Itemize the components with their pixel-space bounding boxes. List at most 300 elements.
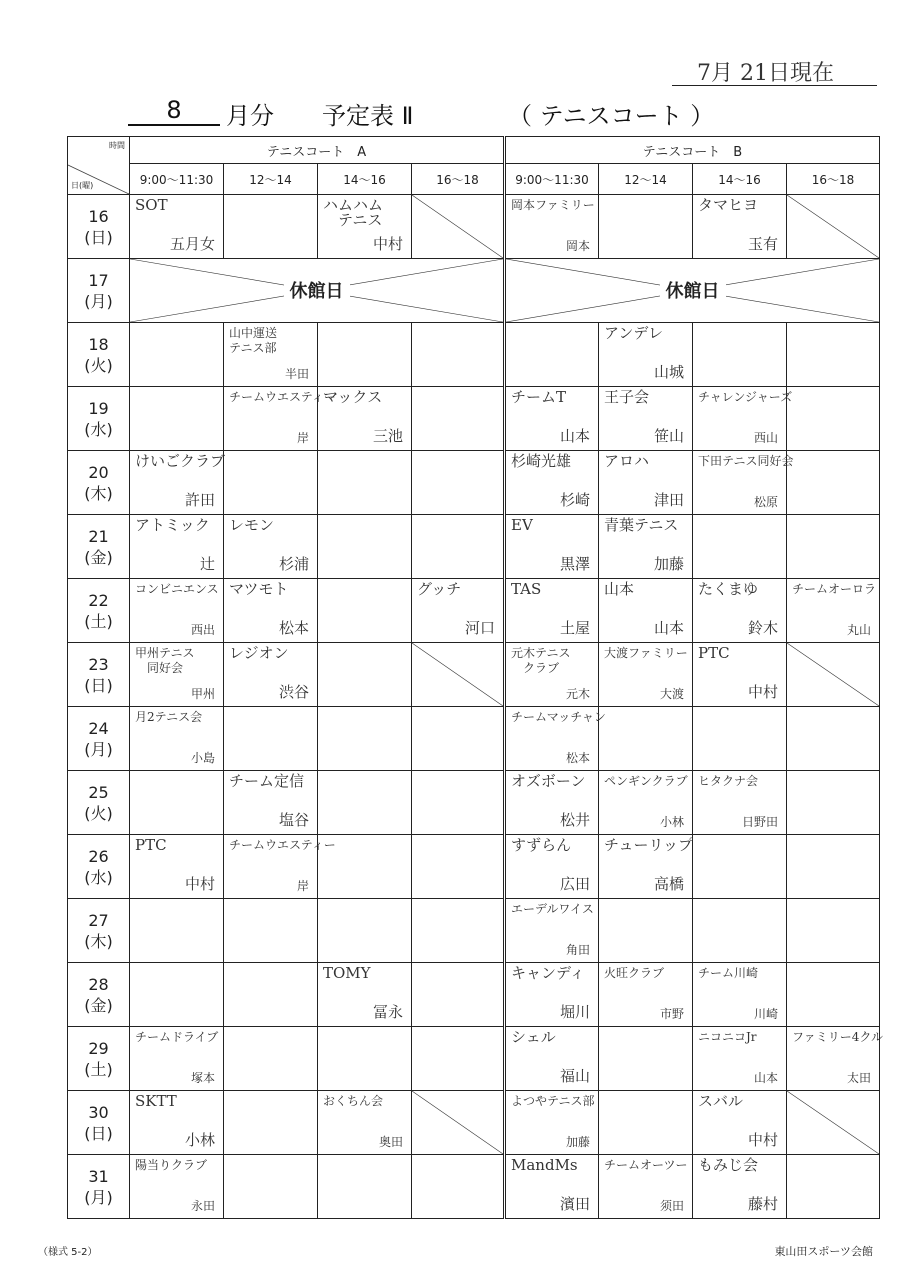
representative-name: 角田	[565, 943, 590, 957]
booking-slot	[412, 1155, 505, 1219]
booking-slot	[130, 963, 224, 1027]
booking-slot	[599, 1155, 693, 1219]
team-name: 青葉テニス	[604, 516, 679, 534]
representative-name: 元木	[565, 687, 590, 701]
representative-name: 山本	[653, 619, 684, 637]
closed-day-court-b	[505, 259, 880, 323]
team-name: 火旺クラブ	[604, 966, 665, 980]
day-number: 20	[88, 462, 109, 482]
booking-slot	[599, 1027, 693, 1091]
booking-slot	[693, 1091, 787, 1155]
day-cell	[68, 963, 130, 1027]
team-name: けいごクラブ	[135, 452, 226, 470]
team-name: キャンディ	[511, 964, 585, 982]
day-number: 26	[88, 846, 109, 866]
booking-slot	[599, 707, 693, 771]
representative-name: 山本	[753, 1071, 778, 1085]
booking-slot	[318, 451, 412, 515]
booking-slot	[505, 387, 599, 451]
booking-slot	[412, 1027, 505, 1091]
representative-name: 岸	[296, 879, 309, 893]
booking-slot	[224, 387, 336, 451]
as-of-date-stamp: 7月 21日現在	[697, 56, 872, 86]
booking-slot	[787, 451, 880, 515]
schedule-row	[68, 1155, 880, 1219]
representative-name: 山城	[653, 363, 684, 381]
representative-name: 甲州	[190, 687, 215, 701]
schedule-row	[68, 323, 880, 387]
unavailable-slot	[787, 643, 880, 707]
day-cell	[68, 707, 130, 771]
booking-slot	[693, 451, 794, 515]
booking-slot	[130, 899, 224, 963]
booking-slot	[412, 771, 505, 835]
booking-slot	[693, 579, 787, 643]
booking-slot	[693, 323, 787, 387]
booking-slot	[318, 579, 412, 643]
team-name: チームオーロラ	[792, 582, 877, 596]
team-name: レジオン	[229, 644, 289, 662]
team-name: ハムハム テニス	[323, 196, 384, 229]
representative-name: 岡本	[565, 239, 590, 253]
booking-slot	[130, 771, 224, 835]
team-name: よつやテニス部	[511, 1094, 595, 1108]
representative-name: 松本	[278, 619, 309, 637]
corner-day-label: 日(曜)	[71, 181, 94, 190]
team-name: アンデレ	[604, 324, 664, 342]
booking-slot	[318, 643, 412, 707]
day-cell	[68, 643, 130, 707]
time-slot-header: 14～16	[693, 164, 787, 195]
booking-slot	[318, 195, 412, 259]
day-of-week: (金)	[84, 547, 113, 567]
team-name: SOT	[135, 196, 168, 214]
booking-slot	[318, 1155, 412, 1219]
booking-slot	[224, 771, 318, 835]
booking-slot	[318, 899, 412, 963]
representative-name: 山本	[559, 427, 590, 445]
booking-slot	[318, 1091, 412, 1155]
booking-slot	[224, 195, 318, 259]
booking-slot	[130, 835, 224, 899]
schedule-row	[68, 835, 880, 899]
day-number: 24	[88, 718, 109, 738]
day-number: 16	[88, 206, 109, 226]
booking-slot	[130, 707, 224, 771]
team-name: MandMs	[511, 1156, 578, 1174]
team-name: TOMY	[323, 964, 371, 982]
day-cell	[68, 195, 130, 259]
booking-slot	[693, 1155, 787, 1219]
booking-slot	[130, 579, 224, 643]
team-name: すずらん	[511, 836, 572, 854]
day-number: 30	[88, 1102, 109, 1122]
day-cell	[68, 1155, 130, 1219]
representative-name: 玉有	[747, 235, 778, 253]
booking-slot	[787, 579, 880, 643]
booking-slot	[505, 899, 599, 963]
team-name: タマヒヨ	[698, 196, 759, 214]
day-number: 17	[88, 270, 109, 290]
schedule-row	[68, 387, 880, 451]
day-of-week: (日)	[84, 1123, 113, 1143]
booking-slot	[787, 1155, 880, 1219]
booking-slot	[693, 643, 787, 707]
booking-slot	[318, 1027, 412, 1091]
team-name: チームマッチャン	[511, 710, 606, 724]
team-name: SKTT	[135, 1092, 177, 1110]
day-of-week: (水)	[84, 419, 113, 439]
team-name: 下田テニス同好会	[698, 454, 794, 468]
booking-slot	[787, 835, 880, 899]
representative-name: 松原	[753, 495, 778, 509]
booking-slot	[505, 323, 599, 387]
representative-name: 広田	[559, 875, 590, 893]
booking-slot	[693, 707, 787, 771]
unavailable-slot	[787, 1091, 880, 1155]
booking-slot	[412, 451, 505, 515]
booking-slot	[318, 835, 412, 899]
booking-slot	[787, 323, 880, 387]
schedule-row	[68, 643, 880, 707]
representative-name: 须田	[659, 1199, 684, 1213]
representative-name: 許田	[184, 491, 215, 509]
team-name: オズボーン	[511, 772, 586, 790]
day-cell	[68, 579, 130, 643]
booking-slot	[130, 195, 224, 259]
form-number: （様式 5-2）	[38, 1247, 98, 1258]
representative-name: 川崎	[753, 1007, 778, 1021]
booking-slot	[599, 515, 693, 579]
team-name: チューリップ	[604, 836, 693, 854]
team-name: シェル	[511, 1028, 556, 1046]
team-name: グッチ	[417, 580, 462, 598]
team-name: PTC	[698, 644, 730, 662]
booking-slot	[318, 963, 412, 1027]
time-slot-header: 16～18	[787, 164, 880, 195]
schedule-row	[68, 963, 880, 1027]
representative-name: 五月女	[169, 235, 215, 253]
day-of-week: (日)	[84, 227, 113, 247]
day-number: 22	[88, 590, 109, 610]
team-name: TAS	[511, 580, 542, 598]
booking-slot	[130, 643, 224, 707]
schedule-row	[68, 259, 880, 323]
representative-name: 日野田	[741, 815, 778, 829]
time-slot-header: 9:00～11:30	[130, 164, 224, 195]
representative-name: 大渡	[659, 687, 684, 701]
booking-slot	[787, 771, 880, 835]
representative-name: 津田	[653, 491, 684, 509]
team-name: ファミリー4クル	[792, 1030, 884, 1044]
booking-slot	[224, 1027, 318, 1091]
booking-slot	[412, 515, 505, 579]
representative-name: 塩谷	[278, 811, 309, 829]
day-cell	[68, 515, 130, 579]
unavailable-slot	[412, 195, 505, 259]
representative-name: 笹山	[653, 427, 684, 445]
representative-name: 藤村	[747, 1195, 778, 1213]
time-slot-header: 12～14	[224, 164, 318, 195]
day-cell	[68, 1091, 130, 1155]
day-of-week: (月)	[84, 739, 113, 759]
team-name: EV	[511, 516, 533, 534]
representative-name: 小林	[659, 815, 684, 829]
booking-slot	[599, 963, 693, 1027]
booking-slot	[224, 963, 318, 1027]
day-number: 21	[88, 526, 109, 546]
booking-slot	[412, 899, 505, 963]
booking-slot	[224, 1091, 318, 1155]
header-court-b: テニスコート B	[505, 137, 880, 164]
day-of-week: (火)	[84, 803, 113, 823]
booking-slot	[412, 963, 505, 1027]
closed-label: 休館日	[284, 281, 350, 302]
team-name: コンビニエンス	[135, 582, 219, 596]
day-of-week: (土)	[84, 1059, 113, 1079]
team-name: チームウエスティー	[229, 390, 336, 404]
booking-slot	[693, 387, 793, 451]
team-name: おくちん会	[323, 1094, 384, 1108]
schedule-row	[68, 195, 880, 259]
booking-slot	[130, 1027, 224, 1091]
booking-slot	[505, 771, 599, 835]
team-name: マックス	[323, 388, 383, 406]
time-slot-header: 12～14	[599, 164, 693, 195]
booking-slot	[318, 323, 412, 387]
booking-slot	[787, 515, 880, 579]
team-name: ペンギンクラブ	[604, 774, 688, 788]
team-name: 杉崎光雄	[511, 452, 572, 470]
representative-name: 塚本	[190, 1071, 215, 1085]
representative-name: 辻	[199, 555, 215, 573]
booking-slot	[318, 515, 412, 579]
representative-name: 太田	[846, 1071, 871, 1085]
day-cell	[68, 387, 130, 451]
booking-slot	[693, 835, 787, 899]
day-of-week: (木)	[84, 931, 113, 951]
closed-label: 休館日	[660, 281, 726, 302]
team-name: たくまゆ	[698, 580, 759, 598]
representative-name: 高橋	[653, 875, 684, 893]
booking-slot	[224, 835, 336, 899]
booking-slot	[130, 1091, 224, 1155]
schedule-row	[68, 579, 880, 643]
representative-name: 中村	[747, 1131, 778, 1149]
booking-slot	[599, 195, 693, 259]
schedule-row	[68, 1027, 880, 1091]
team-name: チーム定信	[229, 772, 305, 790]
booking-slot	[693, 899, 787, 963]
day-number: 28	[88, 974, 109, 994]
team-name: 月2テニス会	[135, 710, 203, 724]
representative-name: 松井	[559, 811, 590, 829]
day-number: 31	[88, 1166, 109, 1186]
representative-name: 市野	[659, 1007, 684, 1021]
representative-name: 小林	[184, 1131, 215, 1149]
team-name: チームドライブ	[135, 1030, 219, 1044]
day-number: 27	[88, 910, 109, 930]
booking-slot	[505, 1027, 599, 1091]
booking-slot	[224, 1155, 318, 1219]
time-slot-header: 14～16	[318, 164, 412, 195]
day-of-week: (土)	[84, 611, 113, 631]
booking-slot	[505, 835, 599, 899]
booking-slot	[224, 707, 318, 771]
booking-slot	[505, 579, 599, 643]
day-number: 25	[88, 782, 109, 802]
schedule-table	[67, 136, 884, 1219]
representative-name: 松本	[565, 751, 590, 765]
booking-slot	[505, 1155, 599, 1219]
day-cell	[68, 835, 130, 899]
team-name: 陽当りクラブ	[135, 1158, 208, 1172]
booking-slot	[693, 963, 787, 1027]
facility-name: 東山田スポーツ会館	[774, 1245, 873, 1258]
booking-slot	[787, 707, 880, 771]
booking-slot	[224, 323, 318, 387]
title-name: 予定表 Ⅱ	[322, 102, 414, 130]
schedule-row	[68, 899, 880, 963]
booking-slot	[505, 1091, 599, 1155]
representative-name: 奥田	[378, 1135, 403, 1149]
representative-name: 堀川	[559, 1003, 590, 1021]
representative-name: 丸山	[846, 623, 871, 637]
header-corner	[68, 137, 130, 195]
team-name: 元木テニス クラブ	[511, 646, 571, 675]
day-of-week: (金)	[84, 995, 113, 1015]
representative-name: 中村	[372, 235, 403, 253]
booking-slot	[505, 643, 599, 707]
team-name: エーデルワイス	[511, 902, 594, 916]
unavailable-slot	[787, 195, 880, 259]
representative-name: 冨永	[372, 1003, 403, 1021]
booking-slot	[412, 835, 505, 899]
team-name: スバル	[698, 1092, 744, 1110]
time-slot-header: 9:00～11:30	[505, 164, 599, 195]
day-of-week: (月)	[84, 1187, 113, 1207]
representative-name: 濱田	[559, 1195, 590, 1213]
booking-slot	[787, 387, 880, 451]
representative-name: 鈴木	[747, 619, 778, 637]
team-name: マツモト	[229, 580, 289, 598]
day-cell	[68, 1027, 130, 1091]
representative-name: 三池	[372, 427, 403, 445]
booking-slot	[224, 579, 318, 643]
day-of-week: (日)	[84, 675, 113, 695]
representative-name: 永田	[190, 1199, 215, 1213]
header-court-a: テニスコート A	[130, 137, 505, 164]
representative-name: 西出	[190, 623, 215, 637]
team-name: 山中運送 テニス部	[229, 326, 278, 355]
day-cell	[68, 899, 130, 963]
booking-slot	[693, 515, 787, 579]
representative-name: 中村	[747, 683, 778, 701]
team-name: 甲州テニス 同好会	[135, 646, 195, 675]
schedule-row	[68, 707, 880, 771]
booking-slot	[130, 387, 224, 451]
day-of-week: (水)	[84, 867, 113, 887]
booking-slot	[693, 1027, 787, 1091]
title-month-label: 月分	[226, 102, 274, 130]
day-number: 19	[88, 398, 109, 418]
representative-name: 半田	[284, 367, 309, 381]
team-name: チームオーツー	[604, 1158, 688, 1172]
team-name: ニコニコJr	[698, 1030, 757, 1044]
representative-name: 加藤	[653, 555, 684, 573]
schedule-row	[68, 515, 880, 579]
schedule-row	[68, 771, 880, 835]
booking-slot	[130, 515, 224, 579]
representative-name: 黒澤	[559, 555, 590, 573]
booking-slot	[787, 1027, 884, 1091]
representative-name: 杉崎	[559, 491, 590, 509]
day-number: 18	[88, 334, 109, 354]
team-name: チーム川崎	[698, 966, 759, 980]
title-court: （ テニスコート ）	[508, 102, 715, 130]
booking-slot	[224, 899, 318, 963]
schedule-row	[68, 1091, 880, 1155]
team-name: チームウエスティー	[229, 838, 336, 852]
unavailable-slot	[412, 643, 505, 707]
booking-slot	[130, 451, 224, 515]
booking-slot	[599, 643, 693, 707]
representative-name: 加藤	[565, 1135, 590, 1149]
team-name: ヒタクナ会	[698, 774, 759, 788]
representative-name: 岸	[296, 431, 309, 445]
page-title	[128, 96, 748, 130]
booking-slot	[412, 579, 505, 643]
booking-slot	[787, 899, 880, 963]
booking-slot	[599, 835, 693, 899]
representative-name: 河口	[464, 619, 495, 637]
representative-name: 土屋	[559, 619, 590, 637]
booking-slot	[318, 771, 412, 835]
team-name: アトミック	[135, 516, 210, 534]
booking-slot	[318, 387, 412, 451]
day-cell	[68, 451, 130, 515]
closed-day-court-a	[130, 259, 505, 323]
time-slot-header: 16～18	[412, 164, 505, 195]
booking-slot	[224, 643, 318, 707]
booking-slot	[599, 579, 693, 643]
booking-slot	[505, 963, 599, 1027]
day-cell	[68, 323, 130, 387]
booking-slot	[412, 323, 505, 387]
day-of-week: (木)	[84, 483, 113, 503]
booking-slot	[787, 963, 880, 1027]
corner-time-label: 時間	[109, 141, 125, 150]
team-name: PTC	[135, 836, 167, 854]
booking-slot	[412, 387, 505, 451]
booking-slot	[130, 323, 224, 387]
booking-slot	[693, 195, 787, 259]
team-name: 大渡ファミリー	[604, 646, 688, 660]
booking-slot	[599, 771, 693, 835]
booking-slot	[599, 323, 693, 387]
booking-slot	[224, 515, 318, 579]
schedule-row	[68, 451, 880, 515]
team-name: 王子会	[604, 388, 650, 406]
day-of-week: (火)	[84, 355, 113, 375]
team-name: もみじ会	[698, 1156, 759, 1174]
team-name: レモン	[229, 516, 275, 534]
day-of-week: (月)	[84, 291, 113, 311]
booking-slot	[693, 771, 787, 835]
title-month: 8	[128, 96, 220, 126]
booking-slot	[599, 451, 693, 515]
day-cell	[68, 259, 130, 323]
